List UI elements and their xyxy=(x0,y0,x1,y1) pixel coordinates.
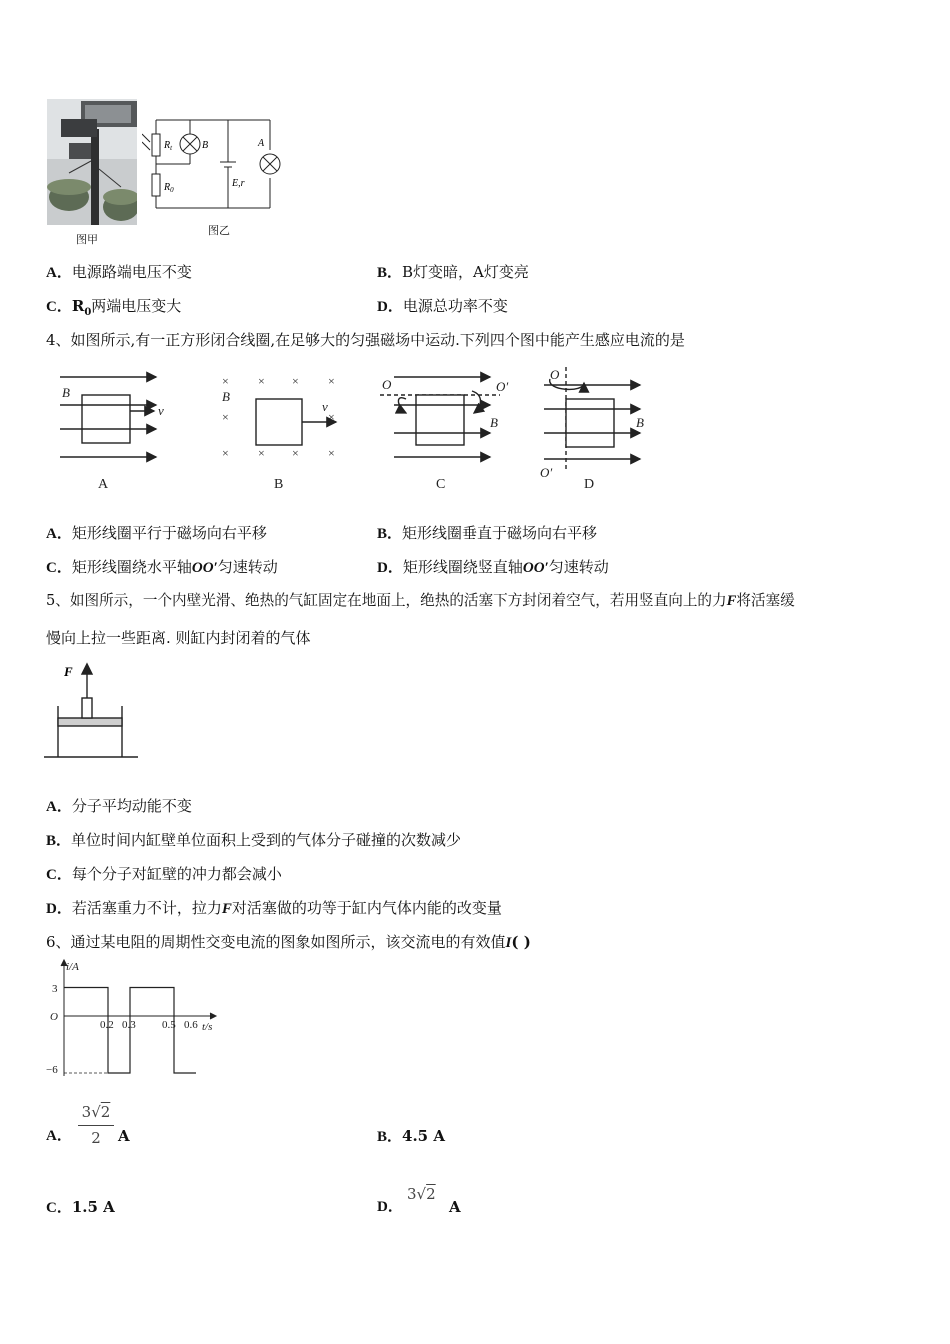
svg-text:v: v xyxy=(322,399,328,414)
svg-text:F: F xyxy=(64,664,73,679)
y-tick-3: 3 xyxy=(52,983,58,995)
svg-text:×: × xyxy=(328,446,335,460)
q3-option-d: D．电源总功率不变 xyxy=(377,297,508,315)
q5-stem-line1: 5、如图所示，一个内壁光滑、绝热的气缸固定在地面上，绝热的活塞下方封闭着空气，若用竖直向上的力F将活塞缓 xyxy=(46,592,795,609)
q4-option-d: D．矩形线圈绕竖直轴OO′匀速转动 xyxy=(377,558,609,576)
origin-label: O xyxy=(50,1011,58,1023)
q4-stem: 4、如图所示,有一正方形闭合线圈,在足够大的匀强磁场中运动.下列四个图中能产生感应电流的是 xyxy=(46,331,685,349)
q4-option-c: C．矩形线圈绕水平轴OO′匀速转动 xyxy=(46,558,278,576)
q5-option-c: C．每个分子对缸壁的冲力都会减小 xyxy=(46,865,282,883)
q5-stem-line2: 慢向上拉一些距离. 则缸内封闭着的气体 xyxy=(46,629,311,647)
svg-text:×: × xyxy=(258,374,265,388)
x-tick-0.2: 0.2 xyxy=(100,1019,114,1031)
q6-option-a: A． 3√2 2 A xyxy=(46,1103,130,1147)
figure-jia-caption: 图甲 xyxy=(76,233,98,246)
fraction-denominator: 2 xyxy=(91,1129,101,1147)
svg-text:E,r: E,r xyxy=(232,178,245,189)
circuit-diagram xyxy=(142,110,282,212)
svg-text:A: A xyxy=(258,138,265,149)
q6-option-b: B．4.5 A xyxy=(377,1127,445,1145)
fraction-numerator: 3√2 xyxy=(81,1103,111,1121)
svg-text:B: B xyxy=(62,385,70,400)
figure-yi-caption: 图乙 xyxy=(208,224,230,237)
svg-text:O: O xyxy=(382,377,392,392)
street-lamp-photo xyxy=(47,99,137,225)
svg-text:×: × xyxy=(292,374,299,388)
svg-text:B: B xyxy=(274,477,284,492)
svg-text:×: × xyxy=(292,446,299,460)
svg-text:C: C xyxy=(436,477,446,492)
q5-option-d: D．若活塞重力不计，拉力F对活塞做的功等于缸内气体内能的改变量 xyxy=(46,899,502,917)
q4-option-b: B．矩形线圈垂直于磁场向右平移 xyxy=(377,524,598,542)
svg-text:O′: O′ xyxy=(540,465,553,480)
svg-text:×: × xyxy=(222,446,229,460)
svg-text:D: D xyxy=(584,477,595,492)
radical-value: 3√2 xyxy=(407,1185,436,1203)
svg-text:B: B xyxy=(636,415,644,430)
svg-text:B: B xyxy=(490,415,498,430)
svg-text:O′: O′ xyxy=(496,379,509,394)
svg-text:×: × xyxy=(328,374,335,388)
current-time-graph xyxy=(42,958,222,1080)
svg-text:B: B xyxy=(202,140,209,151)
svg-text:Rt: $R_t$ xyxy=(164,140,173,152)
svg-text:v: v xyxy=(158,403,164,418)
svg-text:×: × xyxy=(222,410,229,424)
cylinder-figure xyxy=(44,662,140,760)
q4-option-a: A．矩形线圈平行于磁场向右平移 xyxy=(46,524,267,542)
svg-text:×: × xyxy=(258,446,265,460)
svg-text:O: O xyxy=(550,367,560,382)
svg-text:×: × xyxy=(328,410,335,424)
svg-text:A: A xyxy=(98,477,109,492)
q3-option-c: C．$R_0$两端电压变大 xyxy=(46,297,182,318)
q5-option-a: A．分子平均动能不变 xyxy=(46,797,192,815)
q3-option-a: A．电源路端电压不变 xyxy=(46,263,192,281)
q5-option-b: B．单位时间内缸壁单位面积上受到的气体分子碰撞的次数减少 xyxy=(46,831,462,849)
q6-option-d: D． 3√2 A xyxy=(377,1185,461,1216)
x-tick-0.6: 0.6 xyxy=(184,1019,198,1031)
q6-option-c: C．1.5 A xyxy=(46,1198,115,1216)
q3-option-b: B．B灯变暗，A灯变亮 xyxy=(377,263,529,281)
svg-text:×: × xyxy=(222,374,229,388)
x-axis-label: t/s xyxy=(202,1021,213,1033)
y-axis-label: i/A xyxy=(66,961,79,973)
q6-stem: 6、通过某电阻的周期性交变电流的图象如图所示，该交流电的有效值I( ) xyxy=(46,933,531,951)
svg-text:R0: $R_0$ xyxy=(164,182,174,194)
y-tick-minus6: −6 xyxy=(46,1064,58,1076)
x-tick-0.3: 0.3 xyxy=(122,1019,136,1031)
q4-figures xyxy=(50,365,660,495)
x-tick-0.5: 0.5 xyxy=(162,1019,176,1031)
svg-text:B: B xyxy=(222,389,230,404)
